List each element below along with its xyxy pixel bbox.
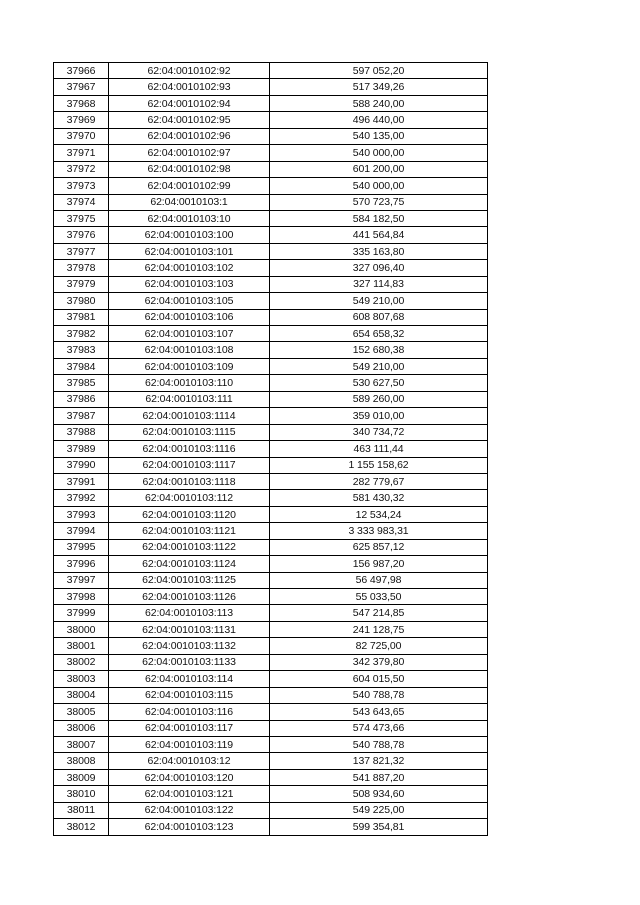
cadastral-number-cell: 62:04:0010102:98 [109, 161, 270, 177]
cadastral-number-cell: 62:04:0010103:1125 [109, 572, 270, 588]
row-number-cell: 38003 [54, 671, 109, 687]
cadastral-value-cell: 541 887,20 [270, 769, 488, 785]
cadastral-number-cell: 62:04:0010102:94 [109, 95, 270, 111]
cadastral-value-cell: 599 354,81 [270, 819, 488, 835]
row-number-cell: 37976 [54, 227, 109, 243]
table-row [54, 145, 488, 161]
table-row [54, 539, 488, 555]
row-number-cell: 37999 [54, 605, 109, 621]
table-row [54, 112, 488, 128]
cadastral-number-cell: 62:04:0010103:1132 [109, 638, 270, 654]
row-number-cell: 37986 [54, 391, 109, 407]
cadastral-number-cell: 62:04:0010103:119 [109, 736, 270, 752]
row-number-cell: 37997 [54, 572, 109, 588]
cadastral-number-cell: 62:04:0010103:1118 [109, 473, 270, 489]
cadastral-value-cell: 441 564,84 [270, 227, 488, 243]
cadastral-number-cell: 62:04:0010103:12 [109, 753, 270, 769]
table-row [54, 490, 488, 506]
table-row [54, 473, 488, 489]
cadastral-number-cell: 62:04:0010103:101 [109, 243, 270, 259]
table-row [54, 572, 488, 588]
table-row [54, 556, 488, 572]
cadastral-value-cell: 340 734,72 [270, 424, 488, 440]
row-number-cell: 37977 [54, 243, 109, 259]
cadastral-value-cell: 570 723,75 [270, 194, 488, 210]
cadastral-value-cell: 282 779,67 [270, 473, 488, 489]
cadastral-value-cell: 327 096,40 [270, 260, 488, 276]
table-row [54, 79, 488, 95]
cadastral-value-cell: 82 725,00 [270, 638, 488, 654]
cadastral-value-cell: 597 052,20 [270, 63, 488, 79]
row-number-cell: 37978 [54, 260, 109, 276]
row-number-cell: 37998 [54, 589, 109, 605]
cadastral-value-table [53, 62, 488, 836]
cadastral-number-cell: 62:04:0010102:97 [109, 145, 270, 161]
cadastral-number-cell: 62:04:0010103:106 [109, 309, 270, 325]
cadastral-value-cell: 581 430,32 [270, 490, 488, 506]
row-number-cell: 37990 [54, 457, 109, 473]
cadastral-number-cell: 62:04:0010102:95 [109, 112, 270, 128]
cadastral-value-cell: 540 135,00 [270, 128, 488, 144]
cadastral-value-cell: 342 379,80 [270, 654, 488, 670]
cadastral-value-cell: 359 010,00 [270, 408, 488, 424]
cadastral-number-cell: 62:04:0010103:109 [109, 358, 270, 374]
cadastral-value-cell: 584 182,50 [270, 210, 488, 226]
table-row [54, 260, 488, 276]
cadastral-number-cell: 62:04:0010103:111 [109, 391, 270, 407]
cadastral-number-cell: 62:04:0010103:113 [109, 605, 270, 621]
cadastral-value-cell: 589 260,00 [270, 391, 488, 407]
row-number-cell: 37983 [54, 342, 109, 358]
table-row [54, 786, 488, 802]
table-row [54, 769, 488, 785]
cadastral-value-cell: 1 155 158,62 [270, 457, 488, 473]
table-row [54, 342, 488, 358]
table-row [54, 802, 488, 818]
cadastral-value-cell: 327 114,83 [270, 276, 488, 292]
cadastral-value-cell: 601 200,00 [270, 161, 488, 177]
row-number-cell: 38001 [54, 638, 109, 654]
cadastral-value-cell: 463 111,44 [270, 441, 488, 457]
row-number-cell: 38011 [54, 802, 109, 818]
cadastral-value-cell: 55 033,50 [270, 589, 488, 605]
cadastral-value-cell: 335 163,80 [270, 243, 488, 259]
table-row [54, 243, 488, 259]
cadastral-value-cell: 604 015,50 [270, 671, 488, 687]
cadastral-number-cell: 62:04:0010103:1133 [109, 654, 270, 670]
table-row [54, 621, 488, 637]
cadastral-value-cell: 152 680,38 [270, 342, 488, 358]
row-number-cell: 37968 [54, 95, 109, 111]
cadastral-value-cell: 496 440,00 [270, 112, 488, 128]
row-number-cell: 37984 [54, 358, 109, 374]
table-row [54, 227, 488, 243]
row-number-cell: 38006 [54, 720, 109, 736]
row-number-cell: 38007 [54, 736, 109, 752]
cadastral-number-cell: 62:04:0010103:117 [109, 720, 270, 736]
cadastral-number-cell: 62:04:0010103:107 [109, 326, 270, 342]
table-row [54, 63, 488, 79]
table-row [54, 276, 488, 292]
cadastral-number-cell: 62:04:0010103:1124 [109, 556, 270, 572]
cadastral-value-cell: 241 128,75 [270, 621, 488, 637]
row-number-cell: 37993 [54, 506, 109, 522]
cadastral-number-cell: 62:04:0010103:10 [109, 210, 270, 226]
cadastral-value-cell: 508 934,60 [270, 786, 488, 802]
table-row [54, 523, 488, 539]
cadastral-number-cell: 62:04:0010103:110 [109, 375, 270, 391]
cadastral-value-cell: 3 333 983,31 [270, 523, 488, 539]
cadastral-number-cell: 62:04:0010103:1121 [109, 523, 270, 539]
table-row [54, 506, 488, 522]
cadastral-number-cell: 62:04:0010103:121 [109, 786, 270, 802]
cadastral-value-cell: 137 821,32 [270, 753, 488, 769]
table-row [54, 605, 488, 621]
row-number-cell: 38005 [54, 704, 109, 720]
cadastral-number-cell: 62:04:0010103:116 [109, 704, 270, 720]
cadastral-number-cell: 62:04:0010103:1114 [109, 408, 270, 424]
table-row [54, 194, 488, 210]
table-row [54, 95, 488, 111]
table-row [54, 128, 488, 144]
cadastral-number-cell: 62:04:0010103:123 [109, 819, 270, 835]
cadastral-number-cell: 62:04:0010103:1126 [109, 589, 270, 605]
table-row [54, 391, 488, 407]
row-number-cell: 37995 [54, 539, 109, 555]
row-number-cell: 38008 [54, 753, 109, 769]
row-number-cell: 37996 [54, 556, 109, 572]
row-number-cell: 37973 [54, 178, 109, 194]
row-number-cell: 37994 [54, 523, 109, 539]
table-row [54, 671, 488, 687]
row-number-cell: 38012 [54, 819, 109, 835]
cadastral-value-cell: 540 788,78 [270, 687, 488, 703]
cadastral-number-cell: 62:04:0010103:114 [109, 671, 270, 687]
cadastral-number-cell: 62:04:0010103:112 [109, 490, 270, 506]
cadastral-number-cell: 62:04:0010102:96 [109, 128, 270, 144]
row-number-cell: 37975 [54, 210, 109, 226]
cadastral-number-cell: 62:04:0010103:102 [109, 260, 270, 276]
table-row [54, 654, 488, 670]
cadastral-number-cell: 62:04:0010103:1 [109, 194, 270, 210]
row-number-cell: 37967 [54, 79, 109, 95]
table-row [54, 457, 488, 473]
cadastral-value-cell: 549 210,00 [270, 293, 488, 309]
row-number-cell: 37982 [54, 326, 109, 342]
row-number-cell: 37992 [54, 490, 109, 506]
cadastral-value-cell: 156 987,20 [270, 556, 488, 572]
cadastral-value-cell: 540 000,00 [270, 145, 488, 161]
row-number-cell: 37988 [54, 424, 109, 440]
row-number-cell: 37989 [54, 441, 109, 457]
table-row [54, 408, 488, 424]
cadastral-value-cell: 588 240,00 [270, 95, 488, 111]
row-number-cell: 37980 [54, 293, 109, 309]
row-number-cell: 37981 [54, 309, 109, 325]
cadastral-number-cell: 62:04:0010103:1122 [109, 539, 270, 555]
row-number-cell: 37971 [54, 145, 109, 161]
cadastral-number-cell: 62:04:0010103:115 [109, 687, 270, 703]
cadastral-number-cell: 62:04:0010103:1117 [109, 457, 270, 473]
row-number-cell: 37966 [54, 63, 109, 79]
cadastral-value-cell: 540 000,00 [270, 178, 488, 194]
cadastral-number-cell: 62:04:0010103:120 [109, 769, 270, 785]
row-number-cell: 38002 [54, 654, 109, 670]
table-row [54, 720, 488, 736]
cadastral-number-cell: 62:04:0010103:100 [109, 227, 270, 243]
cadastral-number-cell: 62:04:0010103:105 [109, 293, 270, 309]
cadastral-value-cell: 56 497,98 [270, 572, 488, 588]
table-row [54, 326, 488, 342]
cadastral-value-cell: 574 473,66 [270, 720, 488, 736]
row-number-cell: 37979 [54, 276, 109, 292]
cadastral-value-cell: 530 627,50 [270, 375, 488, 391]
row-number-cell: 38000 [54, 621, 109, 637]
row-number-cell: 37985 [54, 375, 109, 391]
row-number-cell: 38010 [54, 786, 109, 802]
table-row [54, 375, 488, 391]
table-body [54, 63, 488, 836]
cadastral-number-cell: 62:04:0010103:1116 [109, 441, 270, 457]
table-row [54, 309, 488, 325]
cadastral-value-cell: 549 225,00 [270, 802, 488, 818]
row-number-cell: 37972 [54, 161, 109, 177]
table-row [54, 358, 488, 374]
table-row [54, 293, 488, 309]
cadastral-value-cell: 654 658,32 [270, 326, 488, 342]
row-number-cell: 38004 [54, 687, 109, 703]
cadastral-number-cell: 62:04:0010103:122 [109, 802, 270, 818]
row-number-cell: 37987 [54, 408, 109, 424]
cadastral-value-cell: 625 857,12 [270, 539, 488, 555]
row-number-cell: 38009 [54, 769, 109, 785]
cadastral-number-cell: 62:04:0010103:1120 [109, 506, 270, 522]
cadastral-number-cell: 62:04:0010103:108 [109, 342, 270, 358]
cadastral-value-cell: 547 214,85 [270, 605, 488, 621]
table-row [54, 736, 488, 752]
row-number-cell: 37991 [54, 473, 109, 489]
cadastral-number-cell: 62:04:0010102:99 [109, 178, 270, 194]
cadastral-value-cell: 549 210,00 [270, 358, 488, 374]
table-row [54, 687, 488, 703]
cadastral-number-cell: 62:04:0010103:1115 [109, 424, 270, 440]
table-row [54, 441, 488, 457]
table-row [54, 424, 488, 440]
cadastral-value-cell: 540 788,78 [270, 736, 488, 752]
cadastral-value-cell: 517 349,26 [270, 79, 488, 95]
row-number-cell: 37974 [54, 194, 109, 210]
cadastral-value-cell: 12 534,24 [270, 506, 488, 522]
cadastral-number-cell: 62:04:0010102:92 [109, 63, 270, 79]
table-row [54, 210, 488, 226]
table-row [54, 589, 488, 605]
cadastral-value-cell: 608 807,68 [270, 309, 488, 325]
table-row [54, 753, 488, 769]
cadastral-number-cell: 62:04:0010102:93 [109, 79, 270, 95]
table-row [54, 704, 488, 720]
table-row [54, 161, 488, 177]
cadastral-value-cell: 543 643,65 [270, 704, 488, 720]
table-row [54, 178, 488, 194]
row-number-cell: 37970 [54, 128, 109, 144]
row-number-cell: 37969 [54, 112, 109, 128]
table-row [54, 819, 488, 835]
table-row [54, 638, 488, 654]
cadastral-number-cell: 62:04:0010103:103 [109, 276, 270, 292]
cadastral-number-cell: 62:04:0010103:1131 [109, 621, 270, 637]
